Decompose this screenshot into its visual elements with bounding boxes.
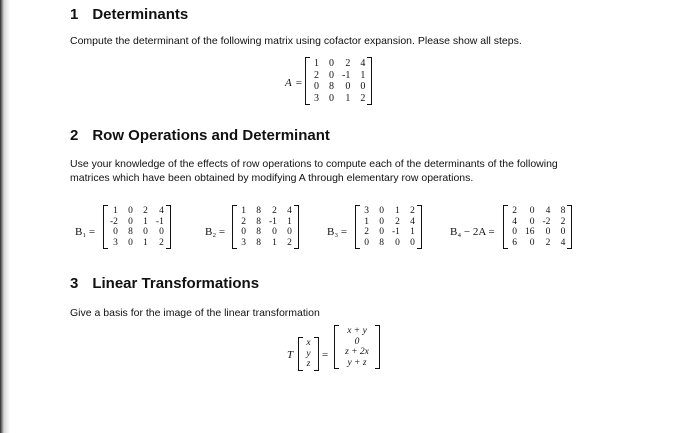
matrix-cell: 8	[128, 227, 133, 237]
matrix-cell: 1	[395, 206, 400, 216]
matrix-cell: 3	[241, 237, 246, 248]
matrix-b2-label: B₂ =	[205, 226, 226, 238]
matrix-cell: x + y	[347, 326, 367, 336]
matrix-cell: 2	[272, 206, 277, 216]
matrix-cell: 2	[410, 206, 415, 216]
matrix-cell: 0	[329, 58, 334, 69]
matrix-cell: 0	[410, 237, 415, 248]
matrix-cell: 0	[379, 216, 384, 227]
matrix-cell: 2	[545, 237, 551, 248]
matrix-cell: 2	[287, 237, 292, 248]
matrix-cell: z + 2x	[345, 347, 369, 357]
matrix-cell: 0	[345, 81, 351, 92]
matrix-cell: 8	[329, 81, 334, 92]
matrix-cell: 0	[159, 227, 164, 237]
section-number: 1	[70, 6, 79, 23]
input-vector	[298, 337, 319, 371]
matrix-cell: 0	[560, 227, 566, 237]
matrix-cell: 1	[410, 227, 415, 237]
section-1-heading	[70, 6, 188, 23]
matrix-cell: 2	[314, 69, 319, 81]
section-title: Row Operations and Determinant	[92, 127, 330, 144]
matrix-cell: y	[306, 348, 311, 359]
matrix-cell: 8	[256, 237, 261, 248]
matrix-cell: 0	[113, 227, 118, 237]
matrix-cell: 0	[529, 206, 535, 216]
matrix-b1	[103, 205, 171, 249]
transformation-t: T	[287, 349, 294, 361]
matrix-cell: -1	[155, 216, 164, 227]
matrix-a-symbol: A	[285, 77, 292, 89]
matrix-cell: 2	[395, 216, 400, 227]
matrix-b3	[355, 205, 422, 249]
matrix-cell: 0	[128, 206, 133, 216]
matrix-cell: 8	[256, 206, 261, 216]
section-2-paragraph: Use your knowledge of the effects of row operations to compute each of the determinants of the following matrices which have been obtained by modifying A through elementary row operations.	[70, 158, 558, 184]
matrix-cell: -2	[110, 216, 118, 227]
matrix-cell: 4	[512, 216, 517, 227]
matrix-cell: 0	[379, 227, 384, 237]
matrix-cell: 3	[113, 237, 118, 248]
matrix-cell: 3	[364, 206, 369, 216]
matrix-cell: 2	[364, 227, 369, 237]
matrix-cell: -2	[542, 216, 551, 227]
matrix-cell: 8	[379, 237, 384, 248]
matrix-cell: -1	[342, 69, 351, 81]
matrix-cell: 2	[560, 216, 566, 227]
matrix-cell: 8	[560, 206, 566, 216]
matrix-cell: 4	[159, 206, 164, 216]
matrix-b4	[503, 205, 572, 249]
matrix-cell: 4	[360, 58, 366, 69]
section-3-heading	[70, 275, 259, 292]
section-title: Linear Transformations	[92, 275, 260, 292]
matrix-cell: 0	[329, 92, 334, 104]
matrix-cell: 0	[354, 336, 360, 347]
output-vector	[334, 325, 380, 369]
screenshot-edge	[0, 0, 10, 433]
matrix-cell: 0	[545, 227, 551, 237]
matrix-cell: 1	[143, 216, 148, 227]
matrix-cell: 0	[128, 216, 133, 227]
matrix-cell: 1	[143, 237, 148, 248]
matrix-cell: 1	[241, 206, 246, 216]
matrix-cell: 2	[345, 58, 351, 69]
matrix-cell: 1	[314, 58, 319, 69]
matrix-cell: 2	[143, 206, 148, 216]
matrix-b4-label: B₄ − 2A =	[450, 226, 495, 238]
matrix-cell: 1	[272, 237, 277, 248]
matrix-b2	[232, 205, 299, 249]
matrix-a	[305, 57, 372, 105]
matrix-cell: 2	[241, 216, 246, 227]
section-2-heading	[70, 127, 330, 144]
matrix-cell: 1	[287, 216, 292, 227]
matrix-b1-label: B₁ =	[75, 226, 96, 238]
section-3-instruction: Give a basis for the image of the linear transformation	[70, 307, 320, 319]
matrix-cell: 1	[345, 92, 351, 104]
matrix-cell: 0	[128, 237, 133, 248]
matrix-cell: 0	[360, 81, 366, 92]
matrix-cell: z	[306, 359, 311, 369]
matrix-b3-label: B₃ =	[327, 226, 348, 238]
matrix-cell: 2	[360, 92, 366, 104]
matrix-cell: 1	[364, 216, 369, 227]
matrix-cell: 0	[364, 237, 369, 248]
matrix-cell: 1	[113, 206, 118, 216]
matrix-cell: 2	[512, 206, 517, 216]
matrix-cell: x	[306, 338, 311, 348]
matrix-cell: 3	[314, 92, 319, 104]
matrix-cell: 16	[525, 227, 535, 237]
matrix-cell: 8	[256, 227, 261, 237]
matrix-cell: 0	[529, 216, 535, 227]
matrix-cell: 0	[143, 227, 148, 237]
matrix-cell: 2	[159, 237, 164, 248]
equals-sign: =	[322, 349, 329, 361]
section-number: 2	[70, 127, 79, 144]
matrix-cell: 0	[287, 227, 292, 237]
matrix-cell: 0	[329, 69, 334, 81]
matrix-cell: 0	[272, 227, 277, 237]
matrix-cell: 1	[360, 69, 366, 81]
section-1-instruction: Compute the determinant of the following matrix using cofactor expansion. Please show all steps.	[70, 35, 522, 47]
section-number: 3	[70, 275, 79, 292]
matrix-cell: y + z	[347, 357, 367, 368]
matrix-cell: 0	[395, 237, 400, 248]
section-title: Determinants	[92, 6, 189, 23]
matrix-cell: 0	[512, 227, 517, 237]
matrix-cell: 0	[241, 227, 246, 237]
matrix-cell: 4	[545, 206, 551, 216]
matrix-cell: 4	[560, 237, 566, 248]
matrix-cell: 4	[287, 206, 292, 216]
matrix-cell: 4	[410, 216, 415, 227]
matrix-cell: -1	[392, 227, 400, 237]
matrix-cell: -1	[269, 216, 277, 227]
matrix-cell: 6	[512, 237, 517, 248]
matrix-cell: 0	[379, 206, 384, 216]
matrix-cell: 0	[314, 81, 319, 92]
matrix-cell: 0	[529, 237, 535, 248]
matrix-cell: 8	[256, 216, 261, 227]
matrix-a-label: A =	[285, 77, 302, 89]
